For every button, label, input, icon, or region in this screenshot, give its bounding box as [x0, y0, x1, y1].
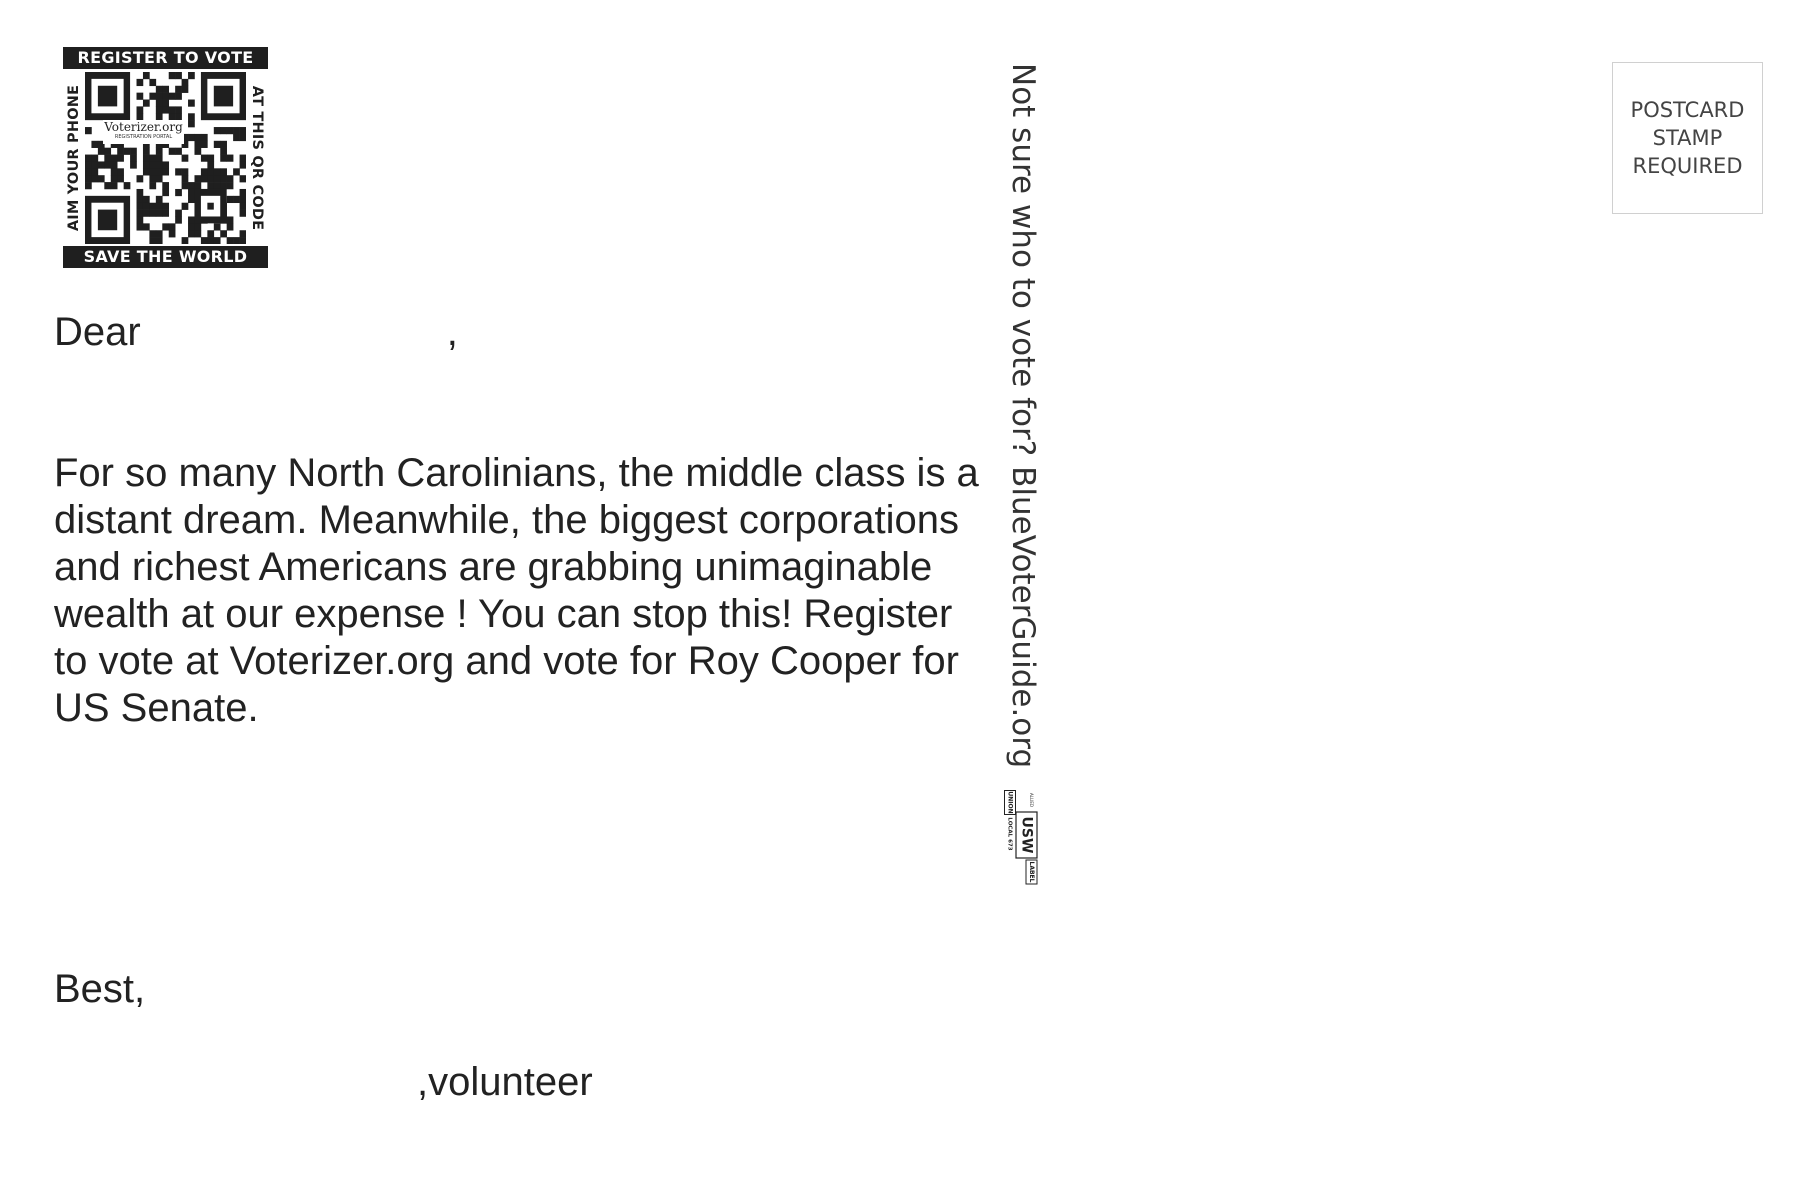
qr-top-banner: REGISTER TO VOTE — [63, 47, 268, 69]
letter-signature: ,volunteer — [417, 1060, 593, 1104]
qr-logo-name: Voterizer.org — [104, 120, 183, 134]
stamp-box — [1612, 62, 1763, 214]
qr-code[interactable] — [85, 72, 246, 244]
qr-right-caption — [246, 69, 268, 246]
union-bug-main-text: USW — [1018, 816, 1035, 854]
qr-logo-subtitle: REGISTRATION PORTAL — [114, 134, 173, 140]
stamp-line-3: REQUIRED — [1632, 154, 1743, 178]
stamp-line-2: STAMP — [1652, 126, 1723, 150]
letter-salutation — [54, 309, 458, 355]
union-bug-right-text: LABEL — [1028, 861, 1035, 883]
qr-bottom-banner: SAVE THE WORLD — [63, 246, 268, 268]
union-bug-top-text: ALLIED — [1029, 793, 1034, 807]
qr-register-block — [63, 47, 268, 268]
salutation-comma: , — [446, 310, 458, 354]
voter-guide-text-content: Not sure who to vote for? BlueVoterGuide.org — [1005, 63, 1041, 769]
voter-guide-text — [1003, 63, 1043, 783]
union-bug-bottom-text: LOCAL 673 — [1006, 817, 1013, 851]
stamp-line-1: POSTCARD — [1630, 98, 1745, 122]
letter-message: For so many North Carolinians, the middle class is a distant dream. Meanwhile, the biggest corporations and richest Americans are grabbing unimaginable wealth at our expense ! You can stop this! Register to vote at Voterizer.org and vote for Roy Cooper for US Senate. — [54, 451, 979, 730]
letter-closing: Best, — [54, 967, 146, 1011]
qr-center-logo — [103, 120, 184, 144]
qr-left-caption — [63, 69, 85, 246]
union-bug-left-text: UNION — [1006, 791, 1014, 814]
qr-left-caption-text: AIM YOUR PHONE — [66, 84, 83, 231]
qr-right-caption-text: AT THIS QR CODE — [249, 85, 265, 230]
union-label-icon — [1004, 790, 1038, 886]
stamp-text — [1631, 96, 1745, 180]
salutation-word: Dear — [54, 310, 141, 354]
